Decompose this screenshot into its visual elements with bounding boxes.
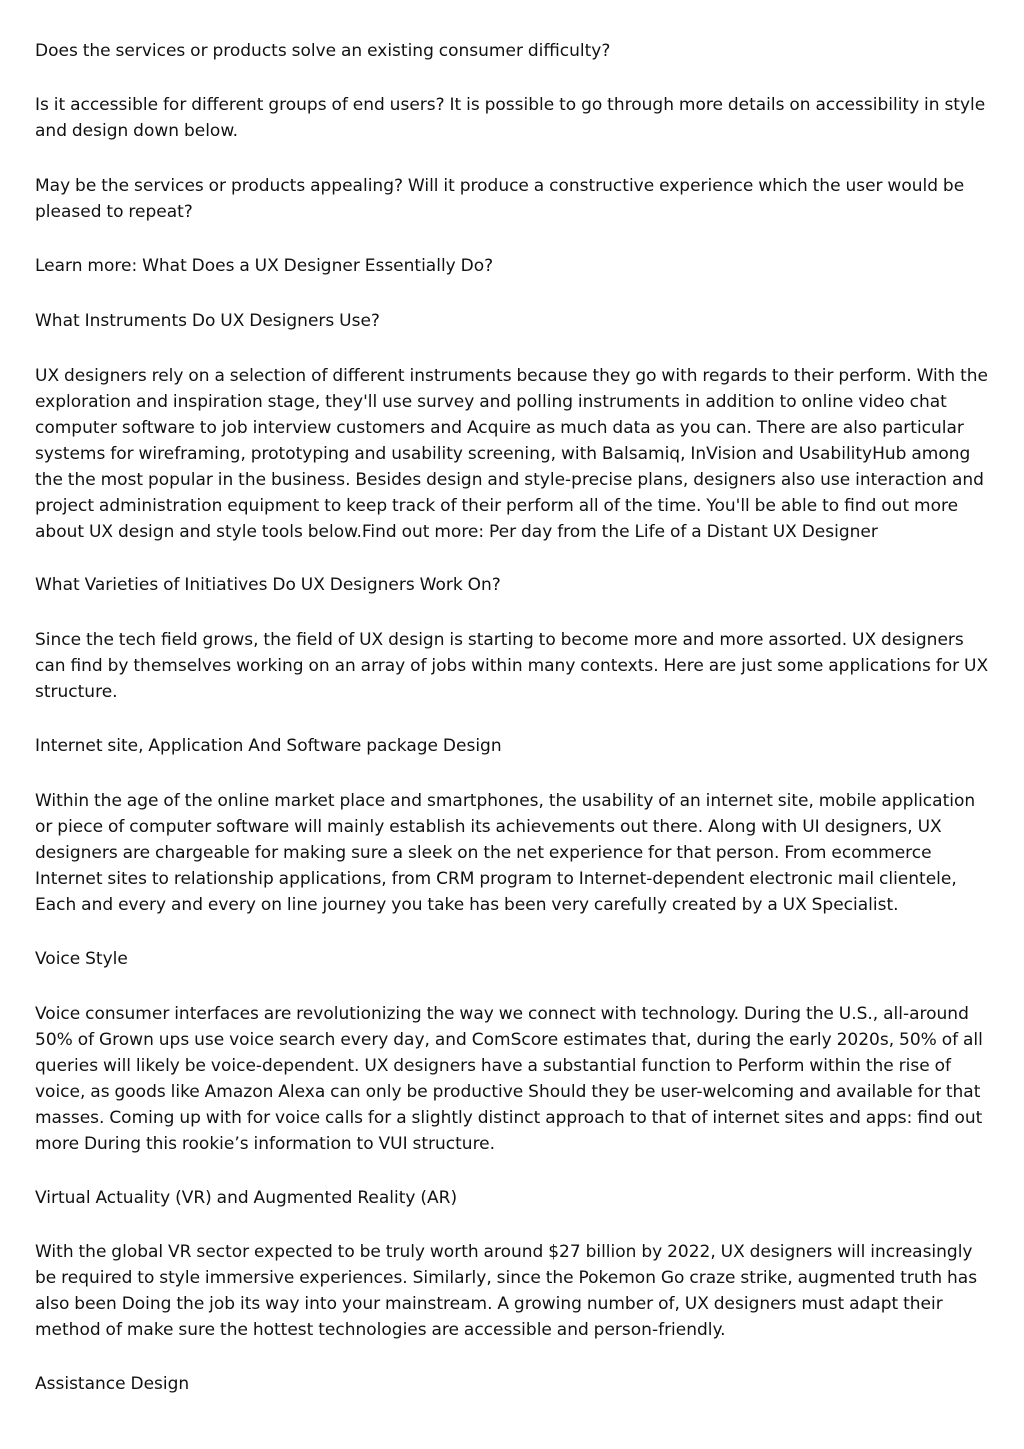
paragraph-instruments: UX designers rely on a selection of different instruments because they go with regards to their perform. With the exploration and inspiration stage, they'll use survey and polling instruments in addition to online video chat computer software to job interview customers and Acquire as much data as you can. There are also particular systems for wireframing, prototyping and usability screening, with Balsamiq, InVision and UsabilityHub among the the most popular in the business. Besides design and style-precise plans, designers also use interaction and project administration equipment to keep track of their perform all of the time. You'll be able to find out more about UX design and style tools below.Find out more: Per day from the Life of a Distant UX Designer [35, 366, 989, 542]
heading-instruments: What Instruments Do UX Designers Use? [35, 311, 380, 331]
heading-assistance-design: Assistance Design [35, 1374, 190, 1394]
heading-vr-ar: Virtual Actuality (VR) and Augmented Reality (AR) [35, 1188, 458, 1208]
heading-software-design: Internet site, Application And Software package Design [35, 736, 502, 756]
paragraph-varieties: Since the tech field grows, the field of UX design is starting to become more and more assorted. UX designers can find by themselves working on an array of jobs within many contexts. Here are just some applications for UX structure. [35, 630, 989, 702]
paragraph-appealing: May be the services or products appealing? Will it produce a constructive experience which the user would be pleased to repeat? [35, 176, 965, 222]
paragraph-learn-more: Learn more: What Does a UX Designer Essentially Do? [35, 256, 494, 276]
paragraph-vr-ar: With the global VR sector expected to be truly worth around $27 billion by 2022, UX designers will increasingly be required to style immersive experiences. Similarly, since the Pokemon Go craze strike, augmented truth has also been Doing the job its way into your mainstream. A growing number of, UX designers must adapt their method of make sure the hottest technologies are accessible and person-friendly. [35, 1242, 978, 1340]
heading-voice-style: Voice Style [35, 949, 128, 969]
heading-varieties: What Varieties of Initiatives Do UX Designers Work On? [35, 575, 501, 595]
paragraph-accessibility: Is it accessible for different groups of end users? It is possible to go through more details on accessibility in style and design down below. [35, 95, 986, 141]
paragraph-consumer-difficulty: Does the services or products solve an existing consumer difficulty? [35, 41, 611, 61]
paragraph-software-design: Within the age of the online market place and smartphones, the usability of an internet site, mobile application or piece of computer software will mainly establish its achievements out there. Along with UI designers, UX designers are chargeable for making sure a sleek on the net experience for that person. From ecommerce Internet sites to relationship applications, from CRM program to Internet-dependent electronic mail clientele, Each and every and every on line journey you take has been very carefully created by a UX Specialist. [35, 791, 976, 915]
paragraph-voice: Voice consumer interfaces are revolutionizing the way we connect with technology. During the U.S., all-around 50% of Grown ups use voice search every day, and ComScore estimates that, during the early 2020s, 50% of all queries will likely be voice-dependent. UX designers have a substantial function to Perform within the rise of voice, as goods like Amazon Alexa can only be productive Should they be user-welcoming and available for that masses. Coming up with for voice calls for a slightly distinct approach to that of internet sites and apps: find out more During this rookie’s information to VUI structure. [35, 1004, 983, 1154]
